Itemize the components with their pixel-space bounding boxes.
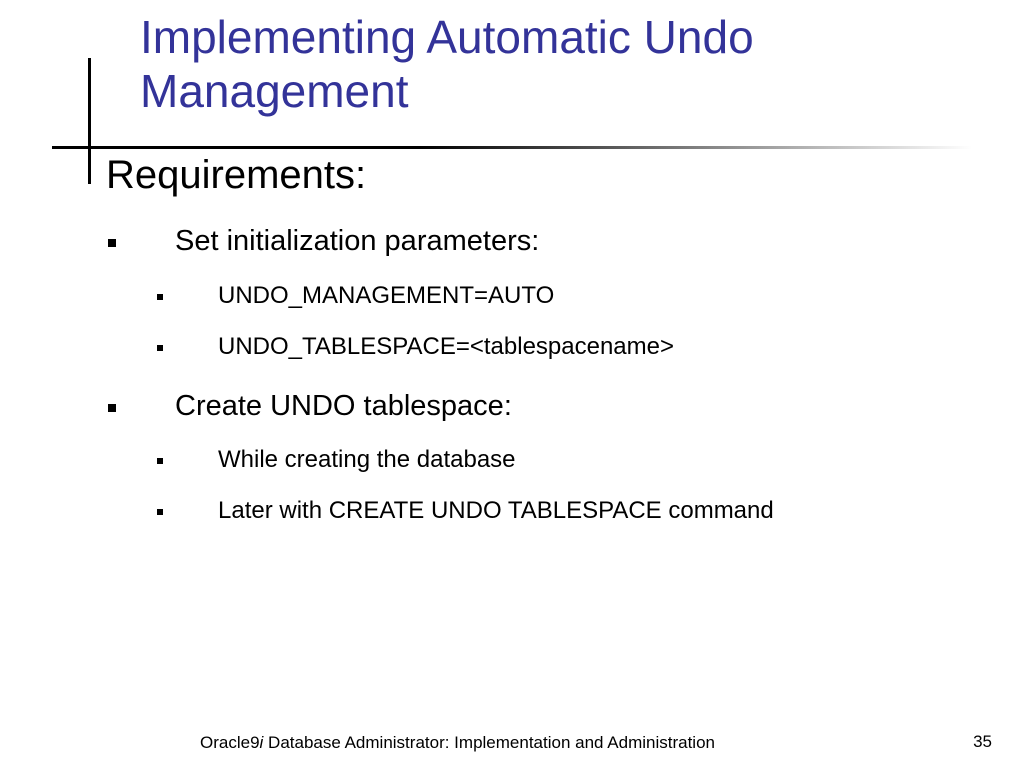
square-bullet-icon	[157, 458, 163, 464]
sub-bullet-text: UNDO_TABLESPACE=<tablespacename>	[218, 333, 675, 360]
slide-title: Implementing Automatic Undo Management	[140, 11, 754, 117]
slide-footer	[200, 732, 810, 754]
decorative-vertical-line	[88, 58, 91, 184]
square-bullet-icon	[157, 345, 163, 351]
requirements-heading: Requirements:	[106, 153, 367, 197]
bullet-text: Set initialization parameters:	[175, 225, 540, 257]
square-bullet-icon	[108, 404, 116, 412]
square-bullet-icon	[157, 509, 163, 515]
page-number: 35	[973, 732, 992, 751]
footer-suffix: Database Administrator: Implementation and Administration	[263, 733, 715, 752]
sub-bullet-text: Later with CREATE UNDO TABLESPACE command	[218, 497, 774, 524]
square-bullet-icon	[157, 294, 163, 300]
decorative-horizontal-line	[52, 146, 972, 149]
sub-bullet-text: UNDO_MANAGEMENT=AUTO	[218, 282, 555, 309]
square-bullet-icon	[108, 239, 116, 247]
footer-prefix: Oracle9	[200, 733, 260, 752]
sub-bullet-text: While creating the database	[218, 446, 516, 473]
footer-italic: i	[259, 733, 264, 752]
bullet-text: Create UNDO tablespace:	[175, 390, 512, 422]
